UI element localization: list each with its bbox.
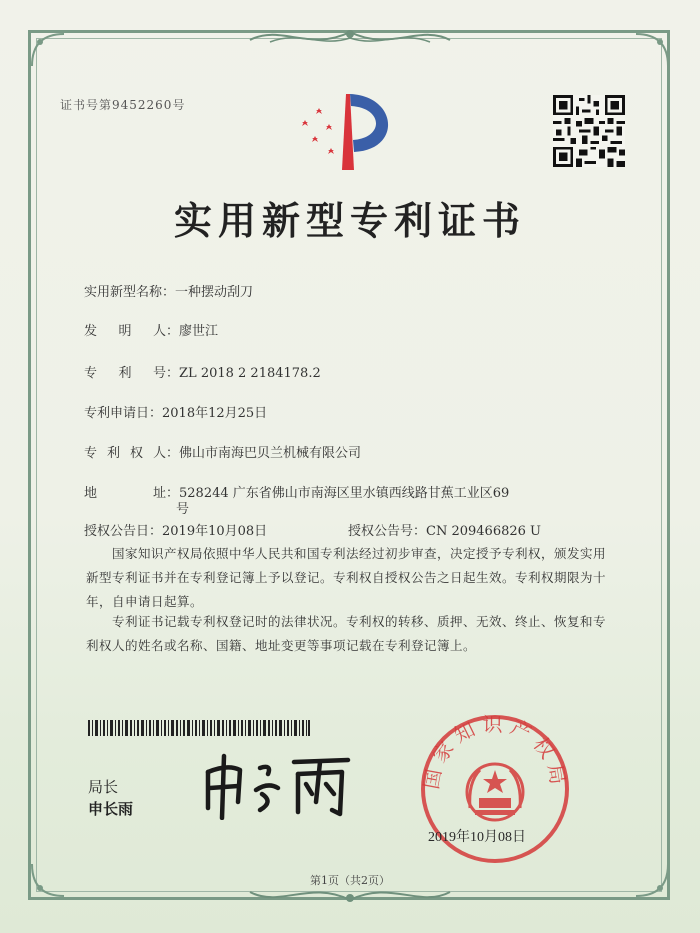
patentee-label-char: 利 — [106, 446, 120, 461]
qr-code-icon — [553, 95, 625, 167]
signatory-name: 申长雨 — [88, 800, 134, 818]
inventor-value: 廖世江 — [179, 324, 219, 339]
corner-ornament-icon — [634, 32, 670, 68]
inventor-colon: ： — [166, 324, 180, 339]
patent-number-label — [84, 362, 166, 381]
address-row — [84, 482, 509, 501]
grant-date-value: 2019年10月08日 — [162, 524, 268, 539]
paragraph-line: 专利证书记载专利权登记时的法律状况。专利权的转移、质押、无效、终止、恢复和专 — [112, 614, 607, 629]
top-ornament-icon — [240, 22, 460, 52]
utility-model-name-row — [84, 281, 253, 300]
certificate-number: 证书号第9452260号 — [60, 98, 186, 112]
patentee-label-char: 权 — [129, 446, 143, 461]
grant-number-label: 授权公告号： — [348, 524, 427, 539]
patent-number-value: ZL 2018 2 2184178.2 — [179, 366, 321, 381]
patent-office-logo-icon — [298, 90, 408, 176]
patentee-colon: ： — [166, 446, 180, 461]
address-colon: ： — [166, 486, 180, 501]
corner-ornament-icon — [30, 32, 66, 68]
paragraph-line: 新型专利证书并在专利登记簿上予以登记。专利权自授权公告之日起生效。专利权期限为十 — [86, 570, 607, 585]
patentee-value: 佛山市南海巴贝兰机械有限公司 — [179, 446, 362, 461]
patent-label-char: 专 — [84, 366, 98, 381]
address-value-continued: 号 — [176, 502, 190, 517]
barcode-icon — [88, 720, 310, 736]
patentee-row — [84, 442, 361, 461]
inventor-row — [84, 320, 218, 339]
inventor-label-char: 人 — [152, 324, 166, 339]
address-label — [84, 482, 166, 501]
certificate-title: 实用新型专利证书 — [173, 198, 526, 243]
patent-label-char: 利 — [118, 366, 132, 381]
inventor-label-char: 明 — [118, 324, 132, 339]
patentee-label-char: 专 — [84, 446, 98, 461]
address-value: 528244 广东省佛山市南海区里水镇西线路甘蕉工业区69 — [179, 486, 510, 501]
application-date-value: 2018年12月25日 — [162, 406, 268, 421]
page-number: 第1页（共2页） — [310, 874, 390, 887]
patentee-label — [84, 442, 166, 461]
patent-label-char: 号 — [152, 366, 166, 381]
grant-number-value: CN 209466826 U — [426, 524, 541, 539]
grant-date-row — [84, 520, 267, 539]
patent-number-row — [84, 362, 321, 381]
paragraph-line: 年，自申请日起算。 — [86, 594, 204, 609]
signatory-role: 局长 — [88, 778, 119, 796]
patent-colon: ： — [166, 366, 180, 381]
handwritten-signature — [198, 750, 358, 820]
paragraph-line: 国家知识产权局依照中华人民共和国专利法经过初步审查，决定授予专利权，颁发实用 — [112, 546, 607, 561]
application-date-label: 专利申请日： — [84, 406, 163, 421]
seal-text: 国家知识产权局 — [418, 712, 572, 792]
paragraph-line: 利权人的姓名或名称、国籍、地址变更等事项记载在专利登记簿上。 — [86, 638, 477, 653]
grant-date-label: 授权公告日： — [84, 524, 163, 539]
inventor-label-char: 发 — [84, 324, 98, 339]
address-label-char: 地 — [84, 486, 98, 501]
seal-date: 2019年10月08日 — [428, 830, 526, 845]
grant-number-row — [348, 520, 541, 539]
utility-model-name-label: 实用新型名称： — [84, 285, 176, 300]
utility-model-name-value: 一种摆动刮刀 — [175, 285, 254, 300]
patentee-label-char: 人 — [152, 446, 166, 461]
address-label-char: 址 — [152, 486, 166, 501]
application-date-row — [84, 402, 267, 421]
inventor-label — [84, 320, 166, 339]
